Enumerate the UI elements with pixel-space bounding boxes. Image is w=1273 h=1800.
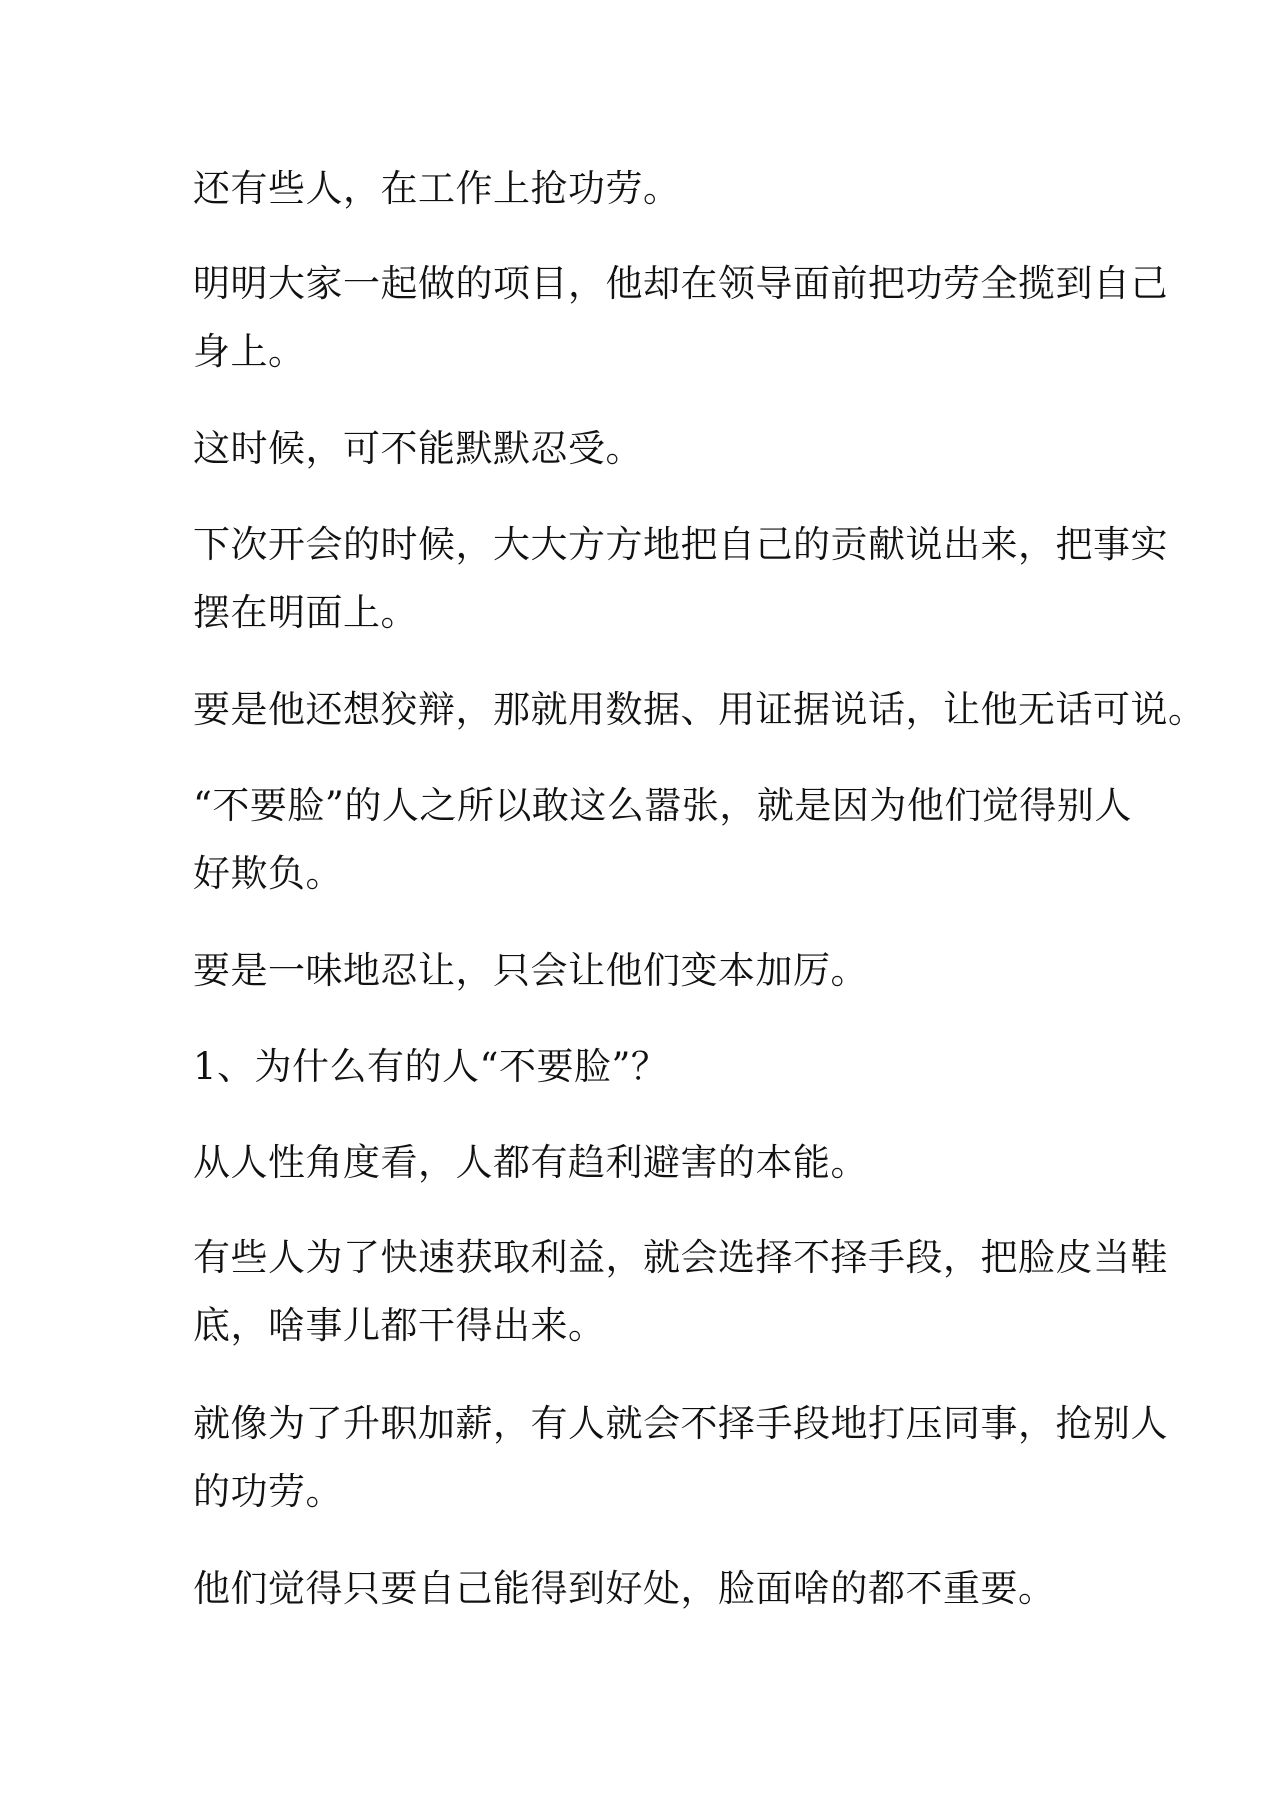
text-line: 有些人为了快速获取利益，就会选择不择手段，把脸皮当鞋 — [193, 1236, 1168, 1279]
text-line: “不要脸”的人之所以敢这么嚣张，就是因为他们觉得别人 — [193, 784, 1132, 827]
section-heading: 1、为什么有的人“不要脸”？ — [193, 1045, 669, 1088]
paragraph — [193, 1390, 1168, 1526]
text-line: 的功劳。 — [193, 1470, 343, 1513]
paragraph — [193, 250, 1168, 386]
text-line: 底，啥事儿都干得出来。 — [193, 1304, 606, 1347]
text-line: 就像为了升职加薪，有人就会不择手段地打压同事，抢别人 — [193, 1402, 1168, 1445]
paragraph — [193, 511, 1168, 647]
text-line: 还有些人，在工作上抢功劳。 — [193, 167, 681, 210]
paragraph — [193, 415, 1093, 483]
paragraph — [193, 1224, 1168, 1360]
text-line: 明明大家一起做的项目，他却在领导面前把功劳全揽到自己 — [193, 262, 1168, 305]
text-line: 这时候，可不能默默忍受。 — [193, 427, 643, 470]
text-line: 他们觉得只要自己能得到好处，脸面啥的都不重要。 — [193, 1567, 1056, 1610]
paragraph — [193, 1555, 1093, 1623]
text-line: 要是一味地忍让，只会让他们变本加厉。 — [193, 949, 868, 992]
paragraph — [193, 1033, 1093, 1101]
text-line: 摆在明面上。 — [193, 591, 418, 634]
paragraph — [193, 772, 1132, 908]
paragraph — [193, 937, 1093, 1005]
text-line: 身上。 — [193, 330, 306, 373]
paragraph — [193, 155, 1093, 223]
text-line: 要是他还想狡辩，那就用数据、用证据说话，让他无话可说。 — [193, 688, 1206, 731]
paragraph — [193, 676, 1206, 744]
text-line: 好欺负。 — [193, 852, 343, 895]
text-line: 下次开会的时候，大大方方地把自己的贡献说出来，把事实 — [193, 523, 1168, 566]
text-line: 从人性角度看，人都有趋利避害的本能。 — [193, 1141, 868, 1184]
paragraph — [193, 1129, 1093, 1197]
